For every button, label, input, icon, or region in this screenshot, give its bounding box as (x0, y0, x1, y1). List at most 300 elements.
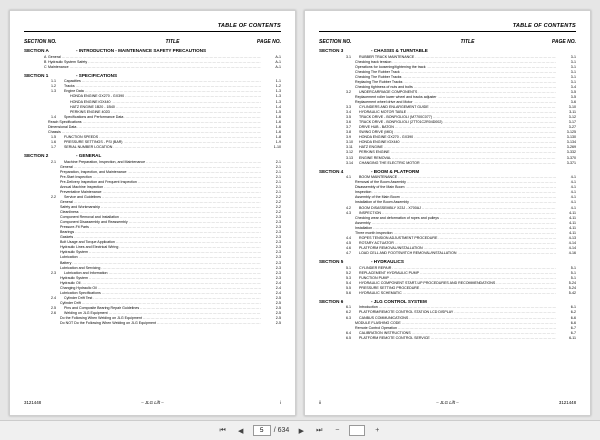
entry-title: SWING DRIVE (MID) (359, 130, 394, 135)
entry-title: Bolt Usage and Torque Application (60, 240, 115, 245)
entry-number: 4.7 (346, 250, 351, 255)
entry-title: Hydraulic Lines and Electrical Wiring (60, 245, 119, 250)
entry-page: 2-1 (275, 174, 281, 179)
entry-number: 4.2 (346, 205, 351, 210)
header-rule (24, 31, 281, 32)
entry-title: Capacities (64, 79, 81, 84)
page-right (304, 10, 591, 416)
entry-title: ROPES TENSION ADJUSTMENT PROCEDURE (359, 235, 438, 240)
footer-doc-number: 3121448 (24, 400, 42, 405)
col-section: SECTION NO. (24, 39, 57, 45)
entry-page: 2-1 (275, 184, 281, 189)
entry-page: 4-1 (570, 180, 576, 185)
entry-title: TRACK DRIVE - BONFIGLIOLI (M7700C077) (359, 115, 432, 120)
entry-page: 3-1 (570, 69, 576, 74)
entry-page: 1-10 (273, 144, 281, 149)
entry-title: PRESSURE SETTINGS - PSI (BAR) (64, 139, 123, 144)
entry-page: 6-7 (570, 330, 576, 335)
entry-number: 3.6 (346, 120, 351, 125)
entry-title: Checking The Rubber Track (355, 69, 400, 74)
entry-title: Lubrication and Servicing (60, 265, 101, 270)
entry-number: 5.1 (346, 265, 351, 270)
entry-number: 5.5 (346, 285, 351, 290)
entry-number: 6.1 (346, 305, 351, 310)
entry-title: Checking The Rubber Tracks (355, 74, 402, 79)
entry-title: Maintenance (48, 64, 69, 69)
entry-number: 3.11 (346, 145, 353, 150)
entry-number: 3.1 (346, 54, 351, 59)
footer-brand: – JLG Lift – (436, 400, 459, 405)
entry-page: A-1 (275, 54, 281, 59)
page-left (9, 10, 296, 416)
col-page: PAGE NO. (551, 39, 576, 45)
entry-page: 2-1 (275, 179, 281, 184)
entry-page: 2-4 (275, 285, 281, 290)
entry-title: Engine Data (64, 89, 84, 94)
entry-page: 2-3 (275, 255, 281, 260)
next-page-icon[interactable]: ▶ (298, 427, 304, 435)
entry-title: HATZ ENGINE (359, 145, 383, 150)
entry-title: ENGINE REMOVAL (359, 155, 392, 160)
entry-page: 1-9 (275, 139, 281, 144)
entry-page: 1-6 (275, 129, 281, 134)
entry-title: Pre-Delivery Inspection and Frequent Inspection (60, 179, 137, 184)
entry-number: 3.4 (346, 110, 351, 115)
toc-entry[interactable] (319, 291, 576, 296)
entry-page: 1-6 (275, 119, 281, 124)
entry-page: 4-11 (569, 225, 576, 230)
entry-title: Specifications and Performance Data (64, 114, 124, 119)
entry-title: General (60, 164, 73, 169)
toc-body (24, 48, 281, 326)
entry-number: 3.8 (346, 130, 351, 135)
entry-page: 2-5 (275, 321, 281, 326)
entry-page: 2-5 (275, 316, 281, 321)
entry-page: 4-14 (568, 240, 576, 245)
entry-title: Lubrication and Information (64, 270, 108, 275)
entry-title: Changing Hydraulic Oil (60, 285, 97, 290)
entry-page: 4-14 (568, 245, 576, 250)
entry-page: 3-1 (570, 64, 576, 69)
section-number: SECTION A (24, 48, 49, 53)
entry-title: Replacing The Rubber Tracks (355, 79, 403, 84)
entry-page: 3-125 (566, 130, 576, 135)
entry-page: 2-3 (275, 265, 281, 270)
entry-number: 6.4 (346, 330, 351, 335)
viewer-toolbar (0, 420, 600, 440)
entry-title: PLATFORM REMOVAL/INSTALLATION (359, 245, 423, 250)
dot-leader (431, 336, 556, 341)
entry-title: Assembly (355, 220, 371, 225)
entry-page: 4-1 (570, 175, 576, 180)
entry-title: Checking wear and deformation of ropes and pulleys (355, 215, 439, 220)
page-navigator (253, 425, 290, 436)
col-section: SECTION NO. (319, 39, 352, 45)
entry-page: 5-1 (570, 270, 576, 275)
entry-page: 2-5 (275, 310, 281, 315)
entry-title: Hydraulic System Safety (48, 59, 88, 64)
entry-title: UNDERCARRIAGE COMPONENTS (359, 89, 418, 94)
entry-page: 2-4 (275, 280, 281, 285)
entry-page: 5-1 (570, 265, 576, 270)
entry-title: TRACK DRIVE - BONFIGLIOLI (2TT01C2R04D002) (359, 120, 443, 125)
entry-page: 2-2 (275, 205, 281, 209)
section-number: SECTION 6 (319, 298, 344, 304)
entry-number: 3.3 (346, 105, 351, 110)
section-name: - HYDRAULICS (371, 258, 404, 264)
entry-page: 1-2 (275, 84, 281, 89)
entry-title: Component Disassembly and Reassembly (60, 220, 128, 225)
entry-page: 3-370 (566, 155, 576, 160)
entry-title: BOOM MAINTENANCE (359, 175, 398, 180)
total-pages-label: / 634 (273, 427, 290, 434)
entry-page: 1-1 (275, 79, 281, 84)
entry-page: 3-27 (568, 125, 576, 130)
entry-page: 6-2 (570, 310, 576, 315)
entry-title: FUNCTION SPEEDS (64, 134, 99, 139)
entry-title: CALIBRATION INSTRUCTIONS (359, 330, 411, 335)
entry-page: 2-3 (275, 225, 281, 230)
prev-page-icon[interactable]: ◀ (238, 427, 244, 435)
entry-page: 5-1 (570, 275, 576, 280)
entry-title: Hydraulic Oil (60, 280, 81, 285)
zoom-out-icon[interactable]: − (335, 427, 340, 434)
entry-title: Installation (355, 225, 373, 230)
toc-entry[interactable] (319, 251, 576, 256)
entry-number: A (44, 54, 47, 59)
entry-page: 2-2 (275, 194, 281, 199)
entry-title: Checking track tension (355, 59, 392, 64)
entry-number: 1.3 (51, 89, 56, 94)
entry-number: 6.3 (346, 315, 351, 320)
entry-page: 4-1 (570, 205, 576, 210)
entry-title: Assembly of the Main Boom (355, 195, 400, 200)
entry-title: MODULE FLASHING CODE (355, 320, 401, 325)
entry-number: 3.5 (346, 115, 351, 120)
entry-page: 2-3 (275, 270, 281, 275)
entry-page: 2-3 (275, 245, 281, 250)
entry-title: Do NOT Do the Following When Welding on JLG Equipment (60, 321, 156, 326)
entry-title: BOOM DISASSEMBLY X23J - X700AJ (359, 205, 421, 210)
toc-entry[interactable] (319, 161, 576, 166)
entry-number: C (44, 64, 47, 69)
entry-page: 2-3 (275, 220, 281, 225)
entry-number: 4.4 (346, 235, 351, 240)
entry-page: 3-134 (566, 140, 576, 145)
entry-title: Preventative Maintenance (60, 189, 102, 194)
entry-title: Service and Guidelines (64, 194, 101, 199)
entry-number: 3.10 (346, 140, 353, 145)
entry-title: General (48, 54, 61, 59)
entry-page: 4-1 (570, 185, 576, 190)
entry-number: 3.13 (346, 155, 353, 160)
page-footer (319, 400, 576, 405)
entry-title: Pre-Start Inspection (60, 174, 92, 179)
entry-page: 3-5 (570, 94, 576, 99)
section-heading (319, 299, 576, 305)
column-headers (319, 39, 576, 45)
first-page-icon[interactable]: ⏮ (219, 426, 226, 434)
entry-number: 5.2 (346, 270, 351, 275)
entry-number: 1.7 (51, 144, 56, 149)
entry-page: A-1 (275, 59, 281, 64)
entry-page: 2-3 (275, 230, 281, 235)
entry-title: PERKINS ENGINE (359, 150, 390, 155)
entry-number: 1.5 (51, 134, 56, 139)
entry-title: Gaskets (60, 235, 74, 240)
section-number: SECTION 1 (24, 72, 49, 78)
section-name: - CHASSIS & TURNTABLE (371, 48, 428, 53)
entry-page: 1-5 (275, 109, 281, 114)
entry-title: Component Removal and Installation (60, 215, 119, 220)
entry-number: 2.1 (51, 159, 56, 164)
section-heading (24, 48, 281, 54)
section-number: SECTION 2 (24, 152, 49, 158)
entry-page: 3-130 (566, 135, 576, 140)
entry-number (24, 321, 48, 326)
last-page-icon[interactable]: ⏭ (316, 426, 323, 434)
entry-page: 3-17 (568, 120, 576, 125)
entry-title: CYLINDERS AND ENLARGEMENT GUIDE (359, 105, 429, 110)
entry-title: PRESSURE SETTING PROCEDURE (359, 285, 420, 290)
entry-number: 3.7 (346, 125, 351, 130)
entry-number: 4.6 (346, 245, 351, 250)
column-headers (24, 39, 281, 45)
entry-title: Operations for loosening/tightening the track (355, 64, 426, 69)
entry-title: HONDA ENGINE iGX440 (70, 99, 111, 104)
entry-title: Remote Control Operation (355, 325, 397, 330)
entry-page: 4-1 (570, 190, 576, 195)
entry-title: Preparation, Inspection, and Maintenance (60, 169, 127, 174)
entry-number: 5.4 (346, 280, 351, 285)
section-heading (24, 153, 281, 159)
section-name: - GENERAL (76, 152, 102, 158)
entry-title: Checking tightness of nuts and bolts (355, 84, 413, 89)
entry-title: REPLACEMENT HYDRAULIC PUMP (359, 270, 420, 275)
entry-page: 2-1 (275, 189, 281, 194)
entry-page: 6-6 (570, 320, 576, 325)
entry-page: 3-1 (570, 59, 576, 64)
entry-title: Battery (60, 260, 72, 265)
entry-title: HATZ ENGINE 1B20 - 1B40 (70, 104, 115, 109)
entry-page: 1-8 (275, 134, 281, 139)
entry-page: 5-42 (568, 290, 576, 295)
col-title: TITLE (460, 39, 475, 45)
section-name: - BOOM & PLATFORM (371, 168, 420, 174)
entry-number: 3.9 (346, 135, 351, 140)
entry-page: 2-2 (275, 210, 281, 215)
entry-page: 1-6 (275, 114, 281, 119)
entry-number: 6.5 (346, 335, 351, 340)
section-name: - INTRODUCTION - MAINTENANCE SAFETY PRECAUTIONS (76, 48, 207, 53)
entry-page: 2-4 (275, 290, 281, 295)
entry-title: FUNCTION PUMP (359, 275, 389, 280)
entry-number: 5.3 (346, 275, 351, 280)
entry-title: Inspection (355, 190, 372, 195)
entry-page: 1-3 (275, 89, 281, 94)
entry-number: 3.12 (346, 150, 353, 155)
entry-title: Pressure-Fit Parts (60, 225, 89, 230)
entry-title: Installation of the Boom Assembly (355, 200, 409, 205)
entry-title: SERIAL NUMBER LOCATION (64, 144, 113, 149)
header-rule (319, 31, 576, 32)
entry-number: 3.2 (346, 89, 351, 94)
entry-page: 6-6 (570, 315, 576, 320)
entry-page: 4-13 (568, 235, 576, 240)
entry-page: 4-16 (568, 250, 576, 255)
entry-title: Cylinder Drift (60, 300, 81, 305)
toc-entry[interactable] (24, 145, 281, 150)
toc-entry[interactable] (24, 65, 281, 70)
entry-number: B (44, 59, 47, 64)
entry-number: 1.4 (51, 114, 56, 119)
entry-page: 3-1 (570, 79, 576, 84)
entry-title: Replacement roller lower wheel and tracks adjuster (355, 94, 437, 99)
entry-title: Welding on JLG Equipment (64, 310, 108, 315)
entry-title: INSPECTION (359, 210, 381, 215)
zoom-field[interactable] (349, 425, 365, 436)
dot-leader (70, 65, 261, 70)
entry-page: 2-3 (275, 215, 281, 220)
entry-page: 1-4 (275, 104, 281, 109)
entry-page: 6-7 (570, 325, 576, 330)
entry-title: PERKINS ENGINE 402D (70, 109, 111, 114)
entry-page: 4-11 (569, 210, 576, 215)
entry-page: 2-3 (275, 250, 281, 255)
entry-page: 3-6 (570, 100, 576, 105)
entry-page: 2-2 (275, 199, 281, 204)
section-name: - JLG CONTROL SYSTEM (371, 298, 427, 304)
entry-title: Reach Specifications (48, 119, 82, 124)
entry-title: Tracks (64, 84, 75, 89)
entry-title: Machine Preparation, Inspection, and Maintenance (64, 159, 146, 164)
dot-leader (113, 145, 261, 150)
entry-number: 3.14 (346, 160, 353, 165)
entry-page: A-1 (275, 64, 281, 69)
entry-title: RUBBER TRACK MAINTENANCE (359, 54, 415, 59)
entry-number: 2.6 (51, 310, 56, 315)
entry-number: 6.2 (346, 310, 351, 315)
entry-page: 2-3 (275, 260, 281, 265)
entry-title: LOAD CELL AND FOOTSWITCH REMOVAL/INSTALLATION (359, 250, 457, 255)
entry-title: PLATFORM REMOTE CONTROL SERVICE (359, 335, 430, 340)
entry-title: Pins and Composite Bearing Repair Guidelines (64, 305, 140, 310)
entry-title: Replacement wheel drive and Motor (355, 100, 413, 105)
dot-leader (421, 161, 556, 166)
toc-body (319, 48, 576, 341)
entry-title: HYDRAULIC SCHEMATIC (359, 290, 402, 295)
section-heading (24, 73, 281, 79)
entry-number: 1.6 (51, 139, 56, 144)
entry-page: 4-11 (569, 220, 576, 225)
entry-title: DRIVE HUB - BATON (359, 125, 394, 130)
entry-page: 3-1 (570, 54, 576, 59)
entry-page: 3-11 (569, 110, 576, 115)
section-heading (319, 48, 576, 54)
col-title: TITLE (165, 39, 180, 45)
entry-page: 5-24 (568, 285, 576, 290)
entry-title: Cleanliness (60, 210, 79, 215)
entry-page: 1-3 (275, 94, 281, 99)
entry-page: 3-269 (566, 145, 576, 150)
entry-title: General (60, 199, 73, 204)
entry-title: HONDA ENGINE GX270 - GX390 (70, 94, 125, 99)
entry-title: Annual Machine Inspection (60, 184, 104, 189)
entry-title: Introduction (359, 305, 378, 310)
entry-page: 4-1 (570, 195, 576, 200)
entry-page: 2-5 (275, 300, 281, 305)
entry-page: 4-1 (570, 200, 576, 205)
entry-title: Chassis (48, 129, 61, 134)
entry-number: 4.5 (346, 240, 351, 245)
entry-page: 1-6 (275, 124, 281, 129)
zoom-in-icon[interactable]: + (375, 427, 380, 434)
page-footer (24, 400, 281, 405)
entry-title: Cylinder Drift Test (64, 295, 93, 300)
entry-title: Hydraulic System (60, 275, 88, 280)
entry-title: HONDA ENGINE GX270 - GX390 (359, 135, 414, 140)
toc-entry[interactable] (24, 321, 281, 326)
entry-page: 2-3 (275, 235, 281, 240)
entry-title: Removal of the Boom Assembly (355, 180, 406, 185)
section-number: SECTION 5 (319, 258, 344, 264)
entry-page: 3-10 (568, 105, 576, 110)
entry-page: 5-24 (568, 280, 576, 285)
entry-title: Hydraulic System (60, 250, 88, 255)
entry-page: 6-11 (569, 335, 576, 340)
entry-title: Lubrication Specifications (60, 290, 101, 295)
entry-title: Bearings (60, 230, 75, 235)
entry-page: 3-5 (570, 89, 576, 94)
entry-title: PLATFORM/REMOTE CONTROL STATION LCD DISPLAY (359, 310, 454, 315)
footer-page-number: i (280, 400, 282, 405)
entry-number: 2.5 (51, 305, 56, 310)
page-number-input[interactable] (253, 425, 271, 436)
entry-title: Do the Following When Welding on JLG Equipment (60, 316, 142, 321)
entry-page: 2-3 (275, 240, 281, 245)
entry-title: Three month inspection (355, 230, 393, 235)
dot-leader (458, 251, 556, 256)
entry-number: 2.2 (51, 194, 56, 199)
entry-title: Disassembly of the Main Boom (355, 185, 405, 190)
entry-number: 4.3 (346, 210, 351, 215)
dot-leader (403, 291, 556, 296)
entry-title: ROTARY ACTUATOR (359, 240, 394, 245)
entry-page: 3-1 (570, 74, 576, 79)
entry-page: 6-1 (570, 305, 576, 310)
toc-entry[interactable] (319, 336, 576, 341)
entry-title: Safety and Workmanship (60, 205, 101, 209)
entry-number: 2.4 (51, 295, 56, 300)
entry-title: CYLINDER REPAIR (359, 265, 392, 270)
entry-page: 3-371 (566, 160, 576, 165)
entry-title: Lubrication (60, 255, 78, 260)
footer-brand: – JLG Lift – (141, 400, 164, 405)
entry-page: 3-4 (570, 84, 576, 89)
entry-number: 1.1 (51, 79, 56, 84)
entry-page: 2-5 (275, 305, 281, 310)
entry-title: HONDA ENGINE iGX440 (359, 140, 400, 145)
section-name: - SPECIFICATIONS (76, 72, 118, 78)
entry-page: 4-11 (569, 230, 576, 235)
section-number: SECTION 3 (319, 48, 344, 53)
dot-leader (157, 321, 261, 326)
entry-number: 2.3 (51, 270, 56, 275)
entry-page: 2-1 (275, 169, 281, 174)
entry-title: HYDRAULIC MOTOR TABLE (359, 110, 407, 115)
toc-header: TABLE OF CONTENTS (512, 23, 576, 29)
entry-title: CHANGING THE ELECTRIC MOTOR (359, 160, 420, 165)
